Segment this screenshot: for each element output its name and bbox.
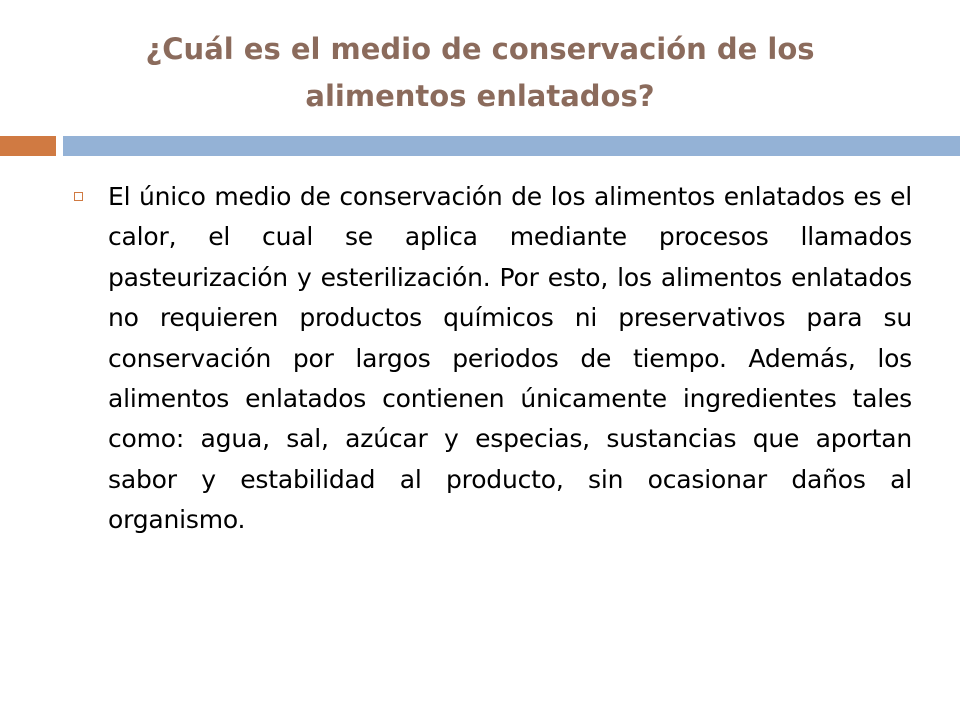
bullet-item (72, 177, 912, 541)
hollow-square-bullet-icon (74, 192, 83, 201)
bullet-list (72, 177, 912, 541)
slide-title: ¿Cuál es el medio de conservación de los alimentos enlatados? (145, 32, 815, 113)
bullet-text: El único medio de conservación de los alimentos enlatados es el calor, el cual se aplica mediante procesos llamados pasteurización y esterilización. Por esto, los alimentos enlatados no requieren productos químicos ni preservativos para su conservación por largos periodos de tiempo. Además, los alimentos enlatados contienen únicamente ingredientes tales como: agua, sal, azúcar y especias, sustancias que aportan sabor y estabilidad al producto, sin ocasionar daños al organismo. (108, 182, 912, 535)
accent-bar-blue (63, 136, 960, 156)
accent-bar-orange (0, 136, 56, 156)
